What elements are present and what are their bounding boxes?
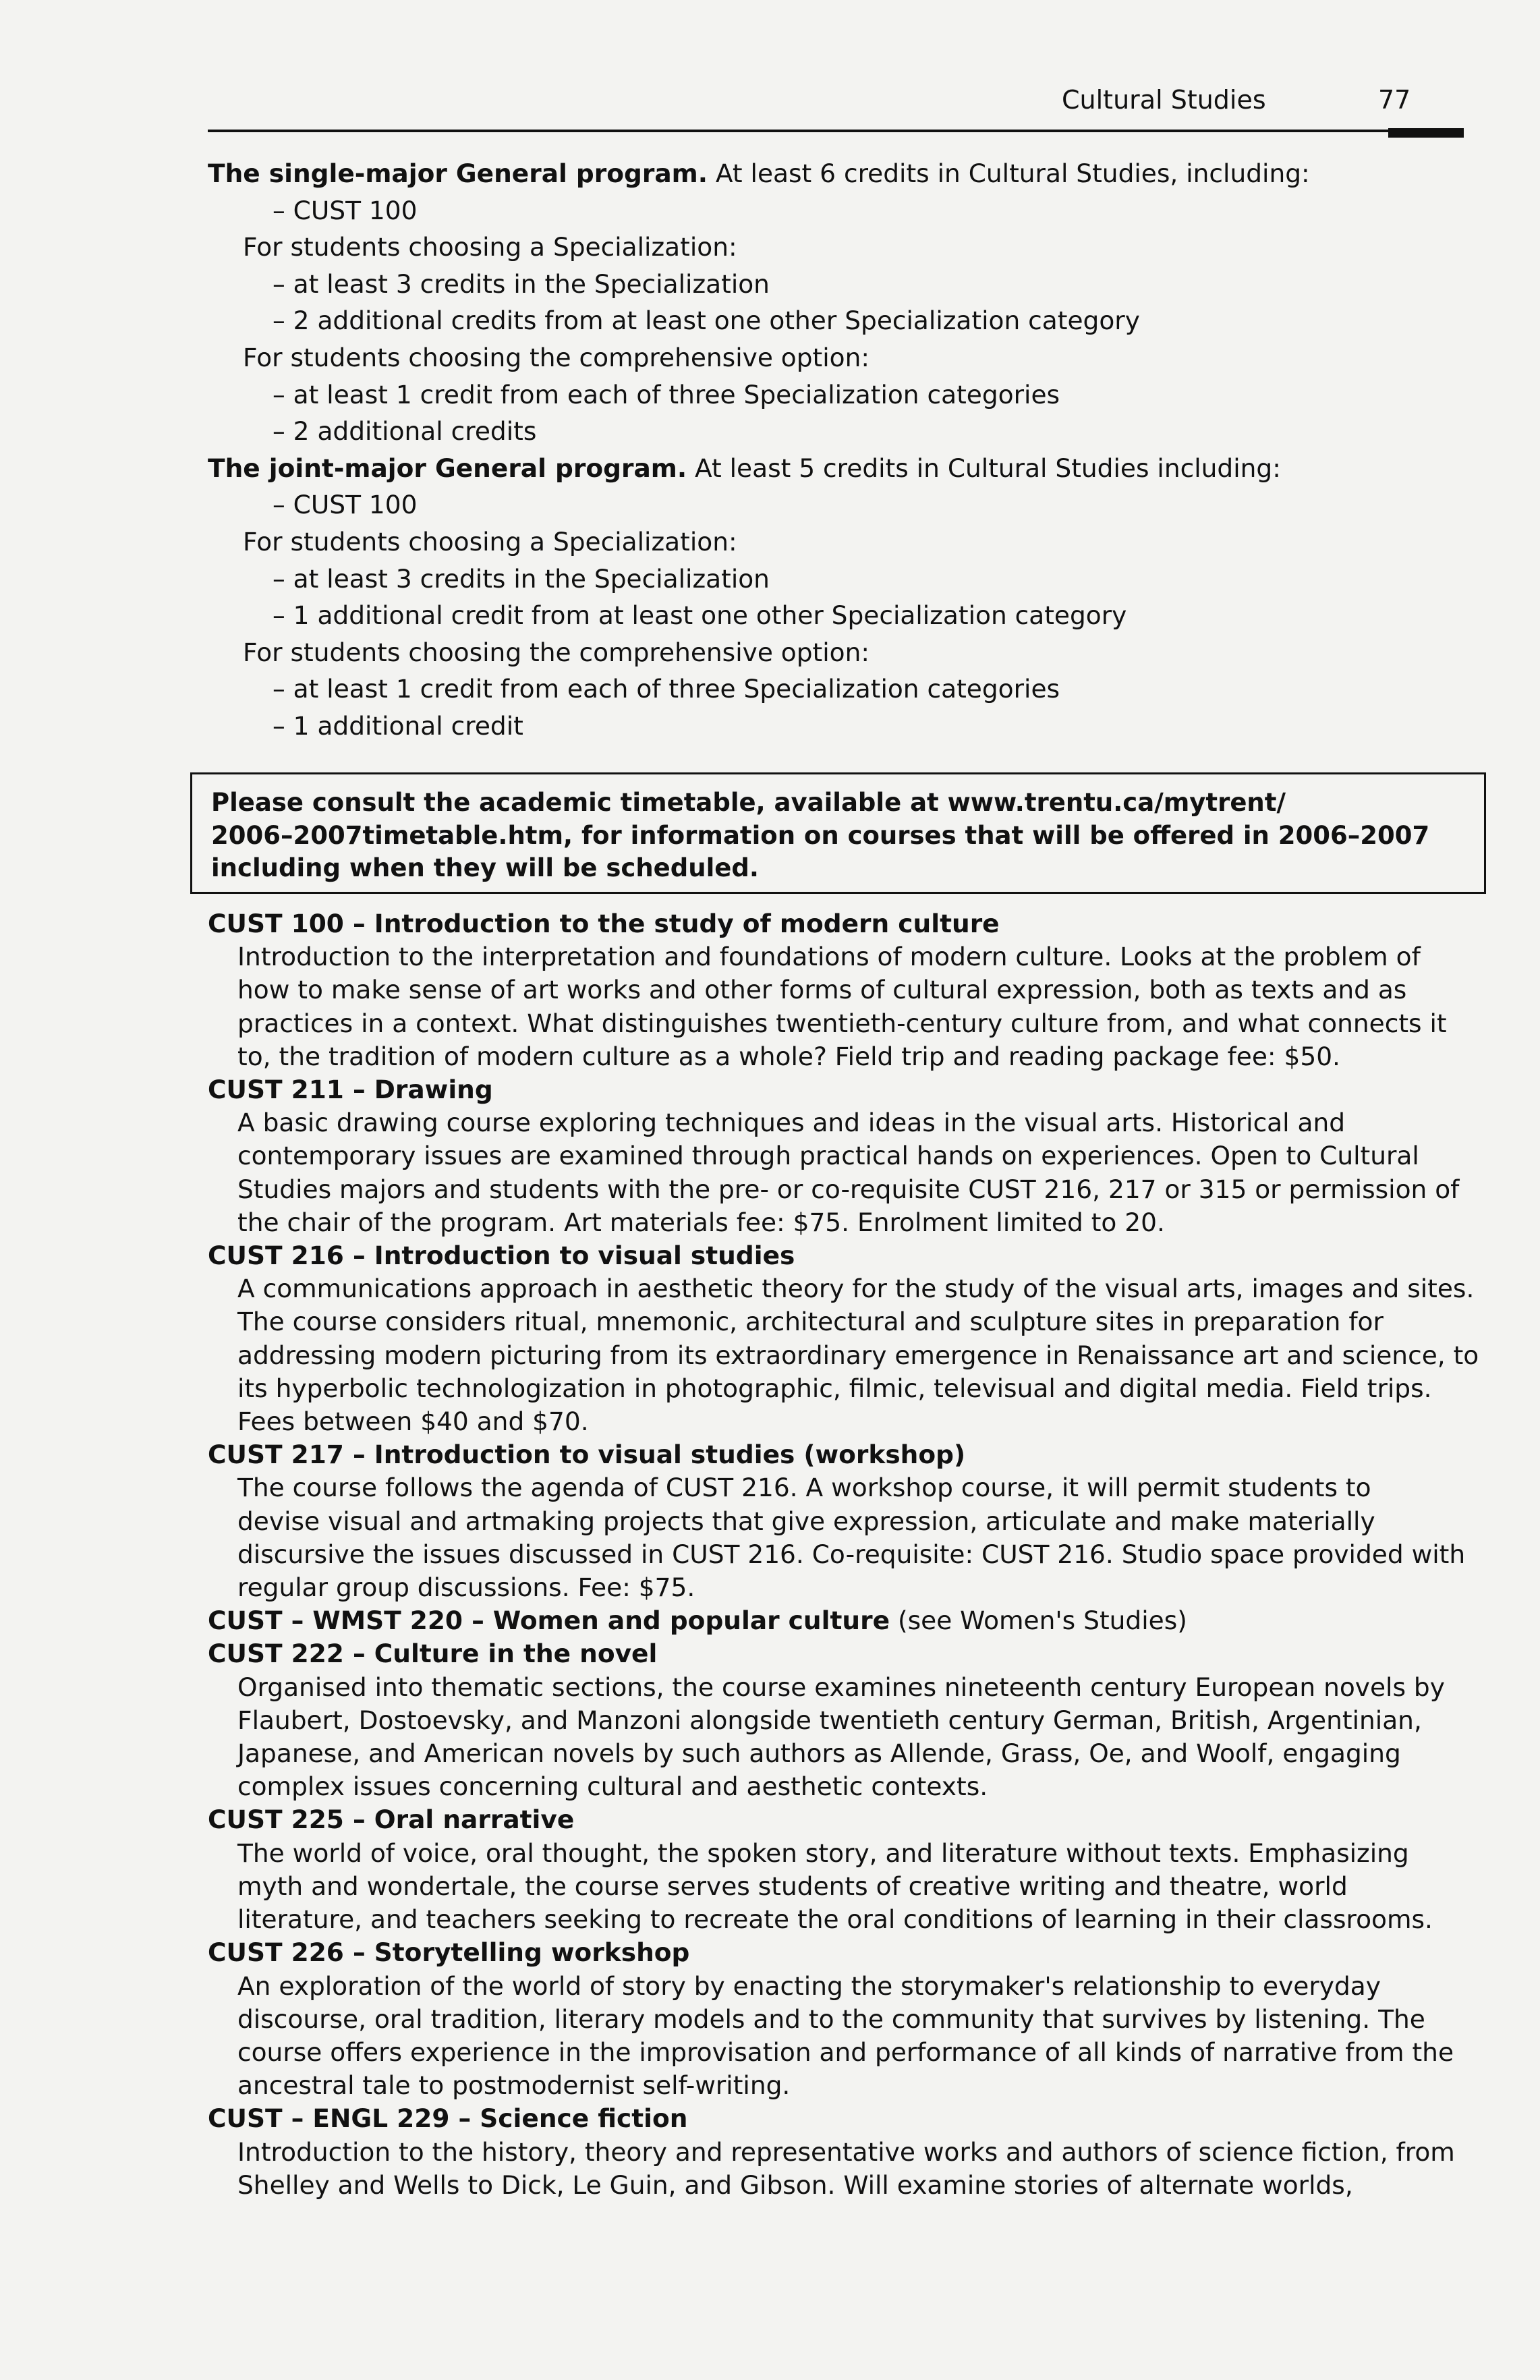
- single-major-core: – CUST 100: [273, 195, 418, 225]
- course-description-line: The course follows the agenda of CUST 216. A workshop course, it will permit students to: [237, 1473, 1371, 1503]
- course-title-line: [208, 2102, 1476, 2135]
- course-entry: [208, 1073, 1476, 1239]
- course-entry: [208, 2102, 1476, 2202]
- single-major-spec-item: – at least 3 credits in the Specialization: [273, 268, 770, 299]
- single-major-heading: The single-major General program.: [208, 159, 708, 188]
- course-description-line: The course considers ritual, mnemonic, architectural and sculpture sites in preparation for: [237, 1307, 1384, 1337]
- course-description: [208, 1106, 1476, 1239]
- single-major-intro: At least 6 credits in Cultural Studies, including:: [708, 159, 1310, 188]
- course-title: CUST 216 – Introduction to visual studies: [208, 1241, 795, 1271]
- course-description-line: to, the tradition of modern culture as a whole? Field trip and reading package fee: $50.: [237, 1041, 1340, 1071]
- course-title: CUST – WMST 220 – Women and popular culture: [208, 1606, 890, 1636]
- joint-major-intro: At least 5 credits in Cultural Studies including:: [687, 453, 1281, 483]
- course-description-line: Fees between $40 and $70.: [237, 1407, 589, 1437]
- course-description-line: A communications approach in aesthetic theory for the study of the visual arts, images and sites.: [237, 1274, 1475, 1304]
- joint-major-spec-item: – at least 3 credits in the Specialization: [273, 563, 770, 594]
- section-title: Cultural Studies: [1062, 85, 1266, 115]
- course-description-line: A basic drawing course exploring techniques and ideas in the visual arts. Historical and: [237, 1108, 1346, 1138]
- course-title: CUST 211 – Drawing: [208, 1075, 493, 1105]
- course-title-line: [208, 907, 1476, 940]
- course-description-line: Japanese, and American novels by such authors as Allende, Grass, Oe, and Woolf, engaging: [237, 1738, 1401, 1769]
- course-description: [208, 1471, 1476, 1604]
- joint-major-spec-label: For students choosing a Specialization:: [243, 526, 737, 557]
- course-title-line: [208, 1239, 1476, 1272]
- joint-major-heading-line: [208, 450, 1469, 487]
- course-description-line: its hyperbolic technologization in photographic, filmic, televisual and digital media. Field trips.: [237, 1373, 1432, 1403]
- timetable-notice-box: [190, 772, 1486, 894]
- course-description: [208, 2136, 1476, 2202]
- course-title: CUST 222 – Culture in the novel: [208, 1639, 658, 1669]
- course-entry: [208, 1438, 1476, 1604]
- course-title-line: [208, 1438, 1476, 1471]
- joint-major-spec-item: – 1 additional credit from at least one other Specialization category: [273, 600, 1127, 631]
- course-entry: [208, 1803, 1476, 1936]
- course-description-line: addressing modern picturing from its extraordinary emergence in Renaissance art and science, to: [237, 1340, 1479, 1370]
- joint-major-comp-label: For students choosing the comprehensive option:: [243, 637, 870, 667]
- course-description-line: devise visual and artmaking projects that give expression, articulate and make materially: [237, 1506, 1375, 1536]
- course-description-line: Organised into thematic sections, the course examines nineteenth century European novels by: [237, 1672, 1445, 1702]
- course-title-line: [208, 1803, 1476, 1836]
- course-description-line: complex issues concerning cultural and aesthetic contexts.: [237, 1772, 988, 1802]
- notice-line: including when they will be scheduled.: [211, 853, 759, 882]
- course-description: [208, 1837, 1476, 1937]
- course-description: [208, 940, 1476, 1073]
- course-description-line: Introduction to the history, theory and representative works and authors of science fiction, from: [237, 2136, 1455, 2167]
- course-entry: [208, 907, 1476, 1073]
- course-title-line: [208, 1637, 1476, 1670]
- course-description-line: ancestral tale to postmodernist self-writing.: [237, 2070, 791, 2101]
- single-major-heading-line: [208, 155, 1469, 192]
- course-description-line: Flaubert, Dostoevsky, and Manzoni alongside twentieth century German, British, Argentinian,: [237, 1705, 1422, 1735]
- single-major-comp-item: – at least 1 credit from each of three Specialization categories: [273, 379, 1060, 409]
- course-list: [208, 907, 1479, 2202]
- page-header: [208, 80, 1462, 142]
- joint-major-comp-item: – at least 1 credit from each of three Specialization categories: [273, 674, 1060, 704]
- single-major-comp-label: For students choosing the comprehensive option:: [243, 342, 870, 372]
- course-description: [208, 1671, 1476, 1804]
- course-description-line: contemporary issues are examined through practical hands on experiences. Open to Cultural: [237, 1141, 1419, 1171]
- course-title: CUST 217 – Introduction to visual studies (workshop): [208, 1440, 966, 1470]
- course-description-line: The world of voice, oral thought, the spoken story, and literature without texts. Emphasizing: [237, 1838, 1409, 1868]
- notice-line: Please consult the academic timetable, available at www.trentu.ca/mytrent/: [211, 788, 1286, 817]
- page-number: 77: [1378, 85, 1411, 115]
- course-title: CUST 226 – Storytelling workshop: [208, 1937, 690, 1968]
- course-description: [208, 1272, 1479, 1438]
- course-description-line: myth and wondertale, the course serves students of creative writing and theatre, world: [237, 1871, 1348, 1901]
- course-description-line: Shelley and Wells to Dick, Le Guin, and Gibson. Will examine stories of alternate worlds,: [237, 2170, 1353, 2200]
- course-description-line: practices in a context. What distinguishes twentieth-century culture from, and what connects it: [237, 1008, 1447, 1038]
- header-tab-marker: [1388, 128, 1464, 138]
- course-entry: [208, 1936, 1476, 2102]
- course-description-line: the chair of the program. Art materials fee: $75. Enrolment limited to 20.: [237, 1207, 1165, 1237]
- course-title: CUST 100 – Introduction to the study of modern culture: [208, 909, 1000, 938]
- joint-major-comp-item: – 1 additional credit: [273, 710, 523, 741]
- course-description-line: course offers experience in the improvisation and performance of all kinds of narrative from the: [237, 2037, 1454, 2067]
- course-description-line: how to make sense of art works and other forms of cultural expression, both as texts and as: [237, 975, 1407, 1005]
- single-major-comp-item: – 2 additional credits: [273, 416, 537, 447]
- joint-major-heading: The joint-major General program.: [208, 453, 687, 483]
- course-description-line: discourse, oral tradition, literary models and to the community that survives by listening. The: [237, 2004, 1425, 2034]
- course-entry: [208, 1604, 1476, 1637]
- single-major-spec-label: For students choosing a Specialization:: [243, 232, 737, 262]
- course-description-line: Introduction to the interpretation and foundations of modern culture. Looks at the problem of: [237, 942, 1421, 972]
- course-description-line: discursive the issues discussed in CUST 216. Co-requisite: CUST 216. Studio space provided with: [237, 1539, 1466, 1569]
- header-rule: [208, 130, 1462, 132]
- program-requirements: [208, 155, 1469, 745]
- course-description: [208, 1970, 1476, 2103]
- course-entry: [208, 1637, 1476, 1803]
- course-description-line: literature, and teachers seeking to recreate the oral conditions of learning in their classrooms.: [237, 1904, 1433, 1935]
- single-major-spec-item: – 2 additional credits from at least one other Specialization category: [273, 306, 1140, 336]
- course-cross-reference: (see Women's Studies): [890, 1606, 1187, 1636]
- course-entry: [208, 1239, 1479, 1438]
- course-title: CUST – ENGL 229 – Science fiction: [208, 2103, 688, 2134]
- course-description-line: An exploration of the world of story by enacting the storymaker's relationship to everyday: [237, 1971, 1381, 2001]
- course-title-line: [208, 1936, 1476, 1969]
- course-description-line: regular group discussions. Fee: $75.: [237, 1572, 695, 1603]
- course-title-line: [208, 1604, 1476, 1637]
- notice-line: 2006–2007timetable.htm, for information on courses that will be offered in 2006–2007: [211, 820, 1430, 850]
- course-title-line: [208, 1073, 1476, 1106]
- joint-major-core: – CUST 100: [273, 490, 418, 520]
- course-description-line: Studies majors and students with the pre- or co-requisite CUST 216, 217 or 315 or permission of: [237, 1174, 1460, 1204]
- course-title: CUST 225 – Oral narrative: [208, 1805, 575, 1835]
